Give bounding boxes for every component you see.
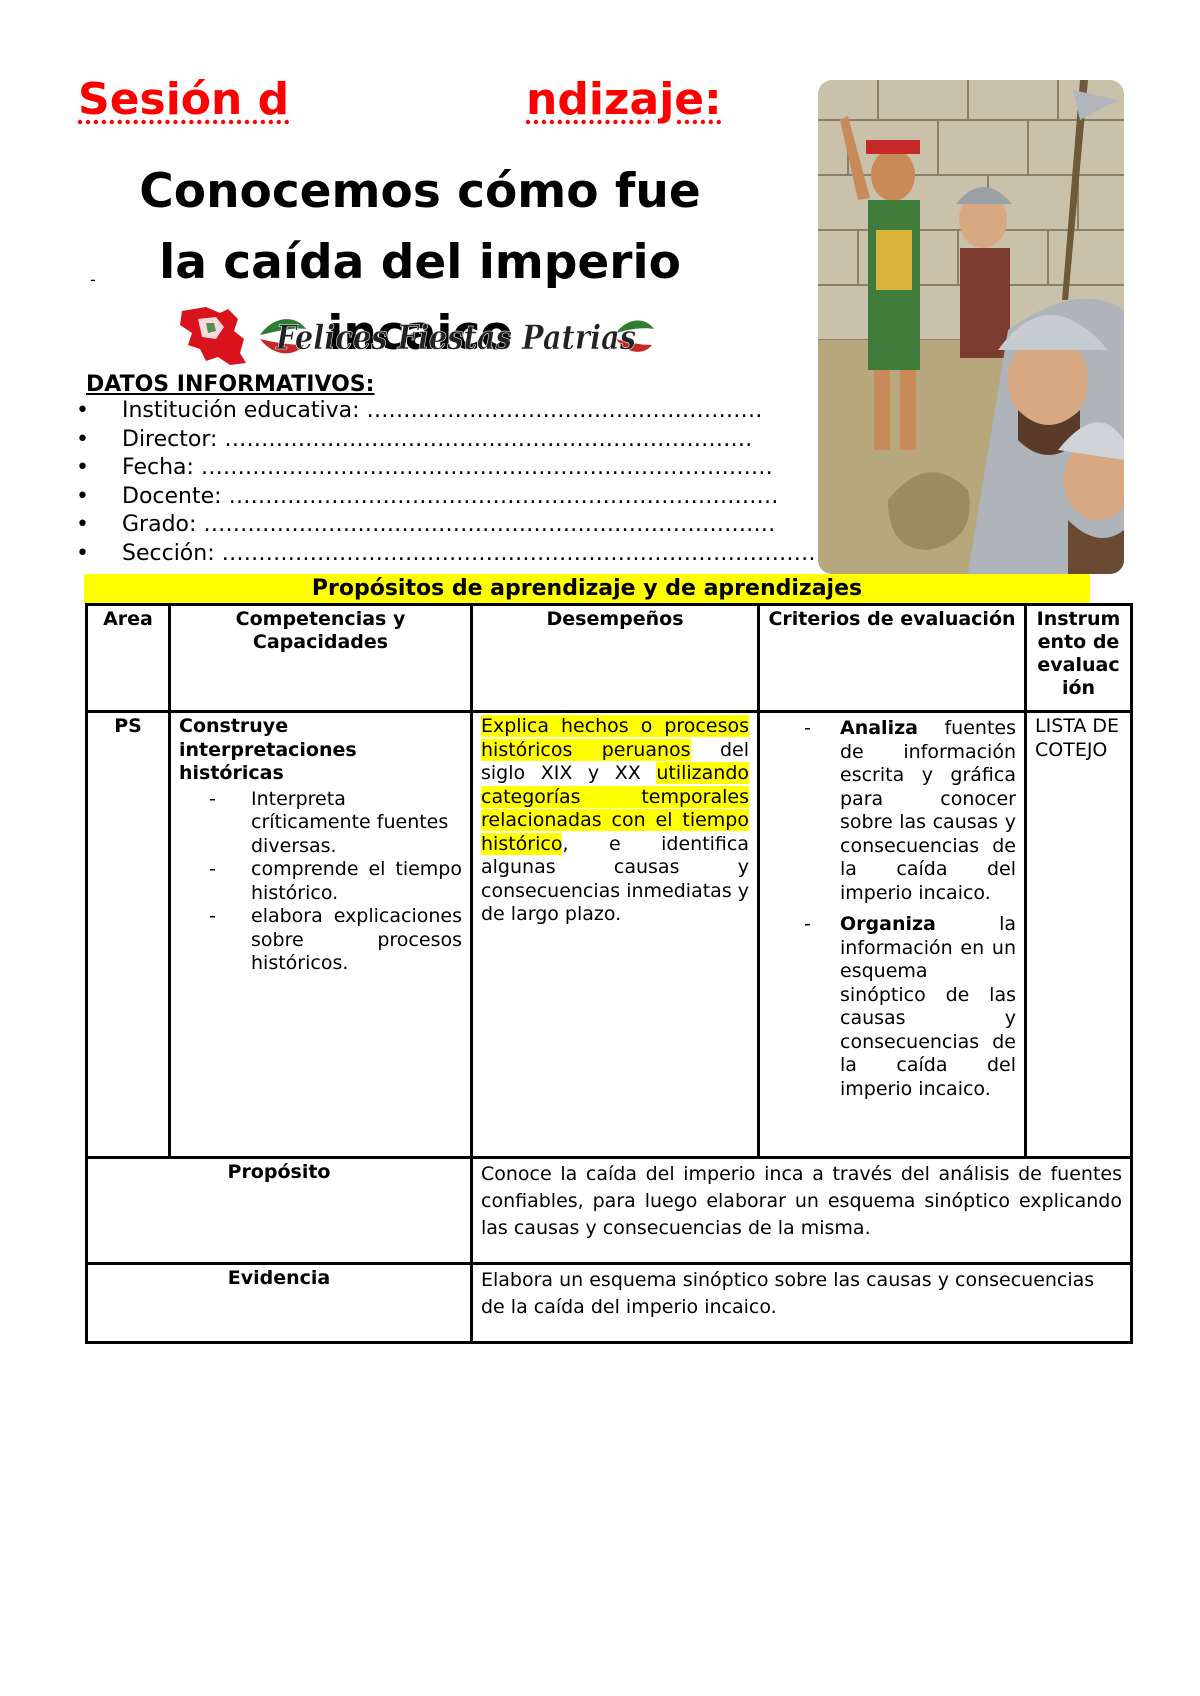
fiestas-patrias-banner bbox=[176, 305, 656, 369]
info-list bbox=[76, 397, 816, 569]
desempenos-cell bbox=[472, 712, 759, 1158]
evidencia-text: Elabora un esquema sinóptico sobre las causas y consecuencias de la caída del imperio incaico. bbox=[472, 1264, 1132, 1343]
datos-title: DATOS INFORMATIVOS: bbox=[86, 372, 375, 397]
header-instrumento: Instrum ento de evaluac ión bbox=[1026, 605, 1132, 712]
desempeno-highlight-1: Explica hechos o procesos históricos peruanos bbox=[481, 715, 749, 761]
criterios-list bbox=[768, 717, 1016, 1101]
desempeno-text-1: del siglo XIX y XX bbox=[481, 738, 749, 784]
info-item-institucion: • Institución educativa: ……………………………………………… bbox=[76, 398, 763, 423]
info-item-seccion: • Sección: ……………………………………………………………………… bbox=[76, 540, 816, 566]
competencias-cell bbox=[170, 712, 472, 1158]
desempeno-text-2: , e identifica algunas causas y consecuencias inmediatas y de largo plazo. bbox=[481, 832, 750, 925]
header-area: Area bbox=[87, 605, 170, 712]
list-item: - Interpreta críticamente fuentes diversas. bbox=[209, 787, 449, 857]
conquest-illustration bbox=[818, 80, 1124, 574]
table-header-row bbox=[87, 605, 1132, 712]
peru-map-icon bbox=[180, 307, 246, 365]
desempeno-highlight-2: utilizando categorías temporales relacionadas con el tiempo histórico bbox=[481, 762, 749, 855]
stray-dash: - bbox=[90, 270, 96, 289]
area-cell: PS bbox=[87, 712, 170, 1158]
proposito-label: Propósito bbox=[87, 1158, 472, 1264]
title-line-2: la caída del imperio bbox=[159, 235, 681, 290]
title-line-1: Conocemos cómo fue bbox=[139, 164, 701, 219]
criterios-cell bbox=[759, 712, 1026, 1158]
header-competencias: Competencias y Capacidades bbox=[170, 605, 472, 712]
proposito-text: Conoce la caída del imperio inca a través del análisis de fuentes confiables, para luego elaborar un esquema sinóptico explicando las causas y consecuencias de la misma. bbox=[472, 1158, 1132, 1264]
evidencia-label: Evidencia bbox=[87, 1264, 472, 1343]
instrumento-cell: LISTA DE COTEJO bbox=[1026, 712, 1132, 1158]
title-line-3: incaico bbox=[327, 306, 513, 361]
table-row bbox=[87, 1158, 1132, 1264]
info-item-docente: • Docente: ………………………………………………………………… bbox=[76, 483, 779, 509]
info-item-fecha: • Fecha: …………………………………………………………………… bbox=[76, 455, 773, 481]
info-item-director: • Director: ……………………………………………………………… bbox=[76, 426, 753, 452]
session-title-part2: ndizaje: bbox=[526, 74, 722, 125]
banner-text: Felices Fiestas Patrias bbox=[275, 318, 636, 358]
learning-plan-table bbox=[85, 603, 1133, 1344]
header-criterios: Criterios de evaluación bbox=[759, 605, 1026, 712]
list-item: - Analiza fuentes de información escrita y gráfica para conocer sobre las causas y consecuencias de la caída del imperio incaico. bbox=[804, 717, 1016, 904]
info-item-grado: • Grado: …………………………………………………………………… bbox=[76, 512, 776, 538]
list-item: - comprende el tiempo histórico. bbox=[209, 858, 462, 904]
purpose-bar: Propósitos de aprendizaje y de aprendizajes bbox=[84, 574, 1090, 604]
capacidades-list bbox=[179, 788, 462, 976]
table-row bbox=[87, 712, 1132, 1158]
competencia-title: Construye interpretaciones históricas bbox=[179, 715, 357, 784]
session-title-part1: Sesión d bbox=[78, 74, 290, 125]
list-item: - Organiza la información en un esquema sinóptico de las causas y consecuencias de la caída del imperio incaico. bbox=[804, 913, 1016, 1100]
header-desempenos: Desempeños bbox=[472, 605, 759, 712]
list-item: - elabora explicaciones sobre procesos históricos. bbox=[209, 905, 462, 974]
session-title bbox=[78, 74, 798, 134]
table-row bbox=[87, 1264, 1132, 1343]
